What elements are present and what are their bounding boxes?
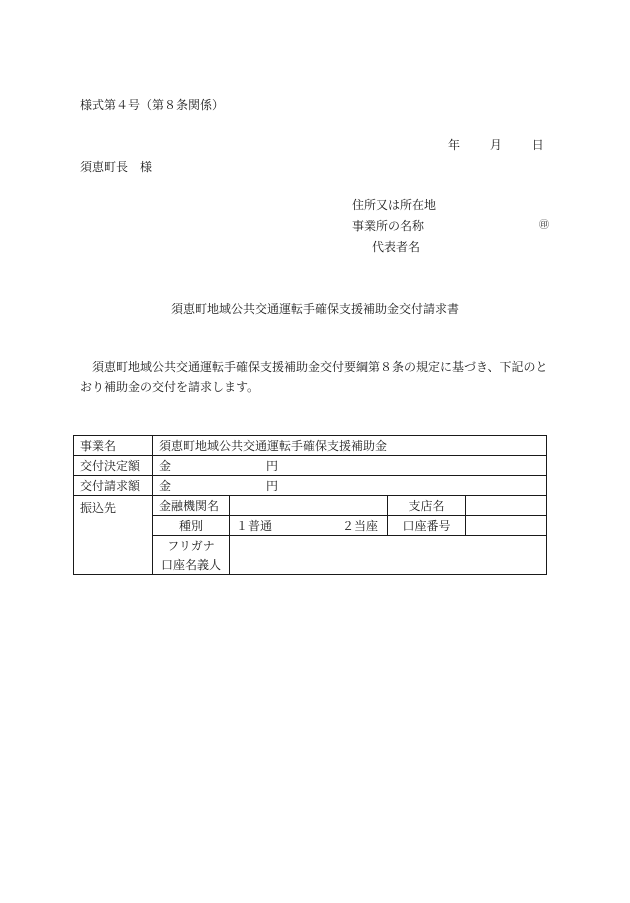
decided-amount-cell [153, 456, 547, 476]
address-label: 住所又は所在地 [352, 198, 437, 212]
date-year: 年 [448, 138, 461, 152]
table-row [74, 456, 547, 476]
account-holder-value [230, 536, 547, 575]
currency-prefix: 金 [159, 459, 172, 473]
seal-mark: ㊞ [539, 220, 549, 231]
body-text: 須恵町地域公共交通運転手確保支援補助金交付要綱第８条の規定に基づき、下記のとおり補助金の交付を請求します。 [80, 360, 548, 394]
account-type-current: ２当座 [342, 519, 379, 533]
date-month: 月 [489, 138, 502, 152]
table-row [74, 436, 547, 456]
requested-amount-cell [153, 476, 547, 496]
date-day: 日 [531, 138, 544, 152]
bank-name-label: 金融機関名 [153, 496, 230, 516]
request-info-table [73, 435, 547, 575]
account-number-value [466, 516, 547, 536]
document-title: 須恵町地域公共交通運転手確保支援補助金交付請求書 [170, 302, 459, 316]
account-holder-label: 口座名義人 [153, 555, 230, 575]
decided-amount-header: 交付決定額 [74, 456, 153, 476]
representative-label: 代表者名 [372, 240, 421, 254]
furigana-label: フリガナ [153, 536, 230, 556]
business-name-label: 事業所の名称 [352, 219, 425, 233]
currency-suffix: 円 [266, 459, 279, 473]
date-line [448, 138, 544, 152]
table-row [74, 476, 547, 496]
business-name-header: 事業名 [74, 436, 153, 456]
requested-amount-header: 交付請求額 [74, 476, 153, 496]
table-row [74, 496, 547, 516]
bank-name-value [230, 496, 388, 516]
account-type-options [230, 516, 388, 536]
account-type-ordinary: １普通 [236, 519, 273, 533]
account-type-label: 種別 [153, 516, 230, 536]
form-number-label: 様式第４号（第８条関係） [80, 98, 225, 112]
account-number-label: 口座番号 [388, 516, 466, 536]
transfer-header: 振込先 [74, 496, 153, 575]
currency-prefix: 金 [159, 479, 172, 493]
addressee: 須恵町長 様 [80, 160, 153, 174]
branch-name-label: 支店名 [388, 496, 466, 516]
currency-suffix: 円 [266, 479, 279, 493]
branch-name-value [466, 496, 547, 516]
business-name-value: 須恵町地域公共交通運転手確保支援補助金 [153, 436, 547, 456]
